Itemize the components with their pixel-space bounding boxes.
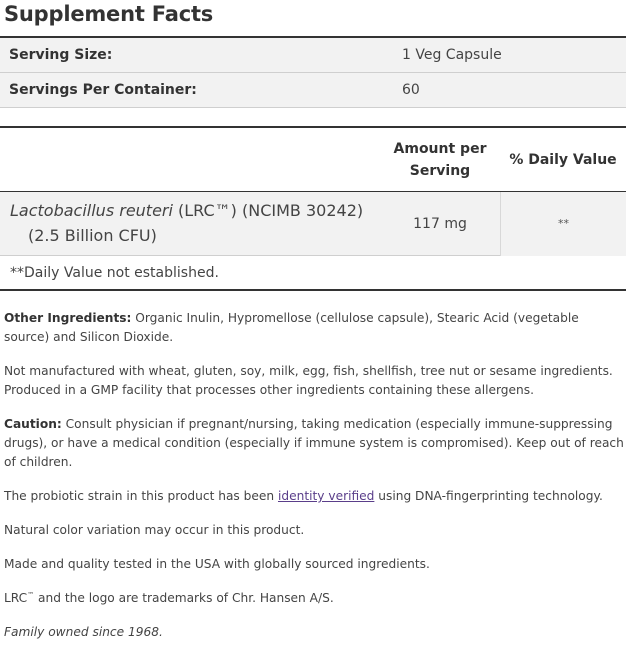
other-ingredients-text: Organic Inulin, Hypromellose (cellulose capsule), Stearic Acid (vegetable source) and Silicon Dioxide. [4,311,579,344]
caution-statement [4,415,624,472]
header-daily-value: % Daily Value [509,151,617,168]
probiotic-pre: The probiotic strain in this product has been [4,489,278,503]
probiotic-statement [4,487,624,506]
made-statement: Made and quality tested in the USA with globally sourced ingredients. [4,557,430,571]
header-amount-line2: Serving [409,162,471,179]
servings-per-container-value: 60 [402,82,420,98]
table-spacer [0,108,626,126]
lrc-tm: ™ [27,590,35,599]
header-amount-line1: Amount per [393,140,487,157]
ingredient-cfu: (2.5 Billion CFU) [28,225,157,245]
serving-size-value: 1 Veg Capsule [402,47,502,63]
other-ingredients [4,309,624,347]
ingredient-row [0,192,626,256]
other-ingredients-label: Other Ingredients: [4,311,132,325]
allergen-statement: Not manufactured with wheat, gluten, soy, milk, egg, fish, shellfish, tree nut or sesame ingredients. Produced in a GMP facility that processes other ingredients containing these allergens. [4,364,613,397]
page-title: Supplement Facts [4,2,214,26]
color-statement: Natural color variation may occur in this product. [4,523,305,537]
family-statement [4,623,624,642]
ingredient-name [0,192,380,256]
caution-text: Consult physician if pregnant/nursing, taking medication (especially immune-suppressing drugs), or have a medical condition (especially if immune system is compromised). Keep out of reach of children. [4,417,624,469]
ingredient-daily-value: ** [500,192,626,256]
ingredient-amount: 117 mg [413,215,467,232]
supplement-facts-table [0,36,626,291]
probiotic-post: using DNA-fingerprinting technology. [374,489,603,503]
caution-label: Caution: [4,417,62,431]
trademark-statement [4,589,624,608]
daily-value-footnote: **Daily Value not established. [0,256,626,291]
family-text: Family owned since 1968. [4,625,163,639]
servings-per-container-label: Servings Per Container: [9,82,197,98]
trademark-text: and the logo are trademarks of Chr. Hansen A/S. [34,591,334,605]
servings-per-container-row [0,73,626,108]
header-amount [380,138,500,182]
serving-size-label: Serving Size: [9,47,113,63]
lrc-text: LRC [4,591,28,605]
table-header [0,128,626,192]
ingredient-name-italic: Lactobacillus reuteri [10,200,173,220]
serving-size-row [0,38,626,73]
identity-verified-link[interactable]: identity verified [277,489,375,503]
product-notes [4,309,624,657]
ingredient-name-rest: (LRC™) (NCIMB 30242) [172,200,364,220]
